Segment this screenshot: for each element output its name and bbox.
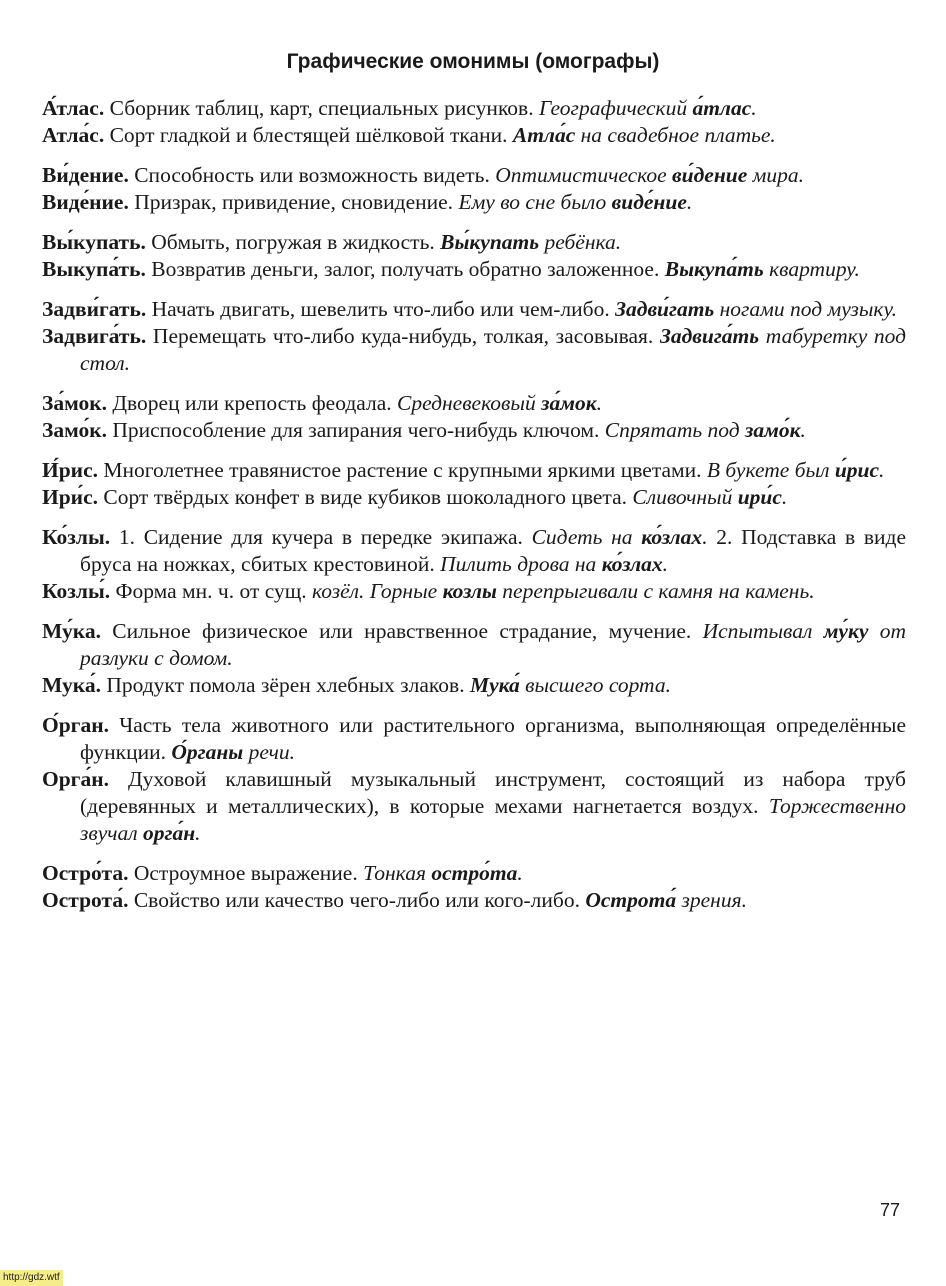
dictionary-entry [42,766,906,847]
example: Географический [538,96,693,120]
headword: Задви́гать. [42,297,147,321]
example: мира. [747,163,804,187]
headword: Выкупа́ть. [42,257,146,281]
example: Спрятать под [604,418,746,442]
example-keyword: виде́ние [611,190,687,214]
definition: Способность или возможность видеть. [128,163,496,187]
example: Пилить дрова на [440,552,602,576]
example: Сидеть на [531,525,642,549]
homograph-pair [42,618,906,699]
example: на свадебное платье. [575,123,776,147]
example: . [686,190,693,214]
definition: Форма мн. ч. от сущ. [110,579,313,603]
dictionary-entry [42,162,906,189]
example: перепрыгивали с камня на камень. [496,579,815,603]
dictionary-entry [42,189,906,216]
example: . [800,418,806,442]
example-keyword: Атла́с [512,123,576,147]
example-keyword: ко́злах [601,552,663,576]
example-keyword: остро́та [431,861,518,885]
definition: Сильное физическое или нравственное страдание, мучение. [100,619,703,643]
example: ребёнка. [539,230,622,254]
example-keyword: О́рганы [171,740,244,764]
definition: Сорт гладкой и блестящей шёлковой ткани. [104,123,513,147]
example-keyword: ви́дение [672,163,748,187]
definition: Дворец или крепость феодала. [106,391,398,415]
example-keyword: Задвига́ть [659,324,760,348]
example-keyword: Вы́купать [440,230,540,254]
example: ногами под музыку. [714,297,898,321]
dictionary-entry [42,672,906,699]
example: . [517,861,523,885]
homograph-pair [42,524,906,605]
homograph-pair [42,390,906,444]
example: от разлуки с домом. [80,619,907,670]
example: . [781,485,788,509]
example: высшего сорта. [519,673,671,697]
dictionary-entry [42,524,906,578]
definition: Многолетнее травянистое растение с крупными яркими цветами. [98,458,707,482]
example: Ему во сне было [458,190,612,214]
dictionary-entry [42,95,906,122]
headword: Острота́. [42,888,129,912]
example: . [195,821,201,845]
example-keyword: му́ку [823,619,869,643]
example: Торжественно звучал [80,794,906,845]
example: зрения. [676,888,747,912]
example-keyword: и́рис [834,458,880,482]
dictionary-entry [42,390,906,417]
example: Тонкая [363,861,432,885]
example: . [596,391,602,415]
homograph-pair [42,712,906,847]
definition: Призрак, привидение, сновидение. [128,190,459,214]
definition: 1. Сидение для кучера в передке экипажа. [110,525,532,549]
example-keyword: Выкупа́ть [664,257,764,281]
headword: Козлы́. [42,579,111,603]
definition: Духовой клавишный музыкальный инструмент, состоящий из набора труб (деревянных и металлических), в которые мехами нагнетается воздух. [80,767,906,818]
example-keyword: орга́н [143,821,196,845]
homograph-pair [42,95,906,149]
headword: А́тлас. [42,96,105,120]
dictionary-entry [42,457,906,484]
homograph-pair [42,457,906,511]
example: . [702,525,717,549]
example: Оптимистическое [495,163,673,187]
example: . [879,458,885,482]
headword: Виде́ние. [42,190,129,214]
headword: О́рган. [42,713,109,737]
dictionary-entry [42,887,906,914]
definition: 2. Подставка в виде бруса на ножках, сбитых крестовиной. [80,525,907,576]
dictionary-entry [42,417,906,444]
headword: За́мок. [42,391,107,415]
headword: Мука́. [42,673,101,697]
definition: Продукт помола зёрен хлебных злаков. [100,673,470,697]
page-number: 77 [880,1200,901,1220]
headword: Ви́дение. [42,163,129,187]
example-keyword: за́мок [541,391,597,415]
headword: Остро́та. [42,861,129,885]
dictionary-entries [42,95,906,927]
example: Средневековый [397,391,542,415]
dictionary-entry [42,578,906,605]
definition: Сборник таблиц, карт, специальных рисунков. [104,96,539,120]
example: козёл. Горные [312,579,443,603]
example: В букете был [706,458,835,482]
homograph-pair [42,296,906,377]
headword: И́рис. [42,458,98,482]
example: . [662,552,668,576]
example: квартиру. [763,257,860,281]
definition: Сорт твёрдых конфет в виде кубиков шоколадного цвета. [98,485,633,509]
dictionary-entry [42,484,906,511]
dictionary-entry [42,229,906,256]
dictionary-entry [42,296,906,323]
definition: Остроумное выражение. [128,861,364,885]
definition: Часть тела животного или растительного организма, выполняющая определённые функции. [80,713,906,764]
example-keyword: ко́злах [641,525,703,549]
example: речи. [243,740,295,764]
page-title: Графические омонимы (омографы) [286,50,660,73]
example-keyword: Мука́ [469,673,520,697]
example-keyword: замо́к [745,418,801,442]
headword: Орга́н. [42,767,109,791]
watermark-link[interactable]: http://gdz.wtf [0,1270,63,1286]
definition: Начать двигать, шевелить что-либо или чем-либо. [146,297,616,321]
example: . [751,96,757,120]
headword: Ири́с. [42,485,98,509]
example: табуретку под стол. [80,324,907,375]
headword: Замо́к. [42,418,107,442]
dictionary-entry [42,323,906,377]
dictionary-entry [42,618,906,672]
homograph-pair [42,162,906,216]
example-keyword: козлы [442,579,497,603]
homograph-pair [42,229,906,283]
headword: Му́ка. [42,619,101,643]
headword: Вы́купать. [42,230,146,254]
example-keyword: Задви́гать [615,297,715,321]
example-keyword: ири́с [737,485,782,509]
example: Испытывал [702,619,824,643]
homograph-pair [42,860,906,914]
example-keyword: а́тлас [692,96,752,120]
definition: Обмыть, погружая в жидкость. [145,230,441,254]
definition: Свойство или качество чего-либо или кого-либо. [128,888,586,912]
dictionary-entry [42,860,906,887]
definition: Перемещать что-либо куда-нибудь, толкая, засовывая. [146,324,660,348]
headword: Ко́злы. [42,525,111,549]
definition: Приспособление для запирания чего-нибудь ключом. [106,418,605,442]
dictionary-entry [42,122,906,149]
headword: Атла́с. [42,123,105,147]
example-keyword: Острота́ [585,888,677,912]
dictionary-entry [42,712,906,766]
dictionary-entry [42,256,906,283]
definition: Возвратив деньги, залог, получать обратно заложенное. [145,257,665,281]
headword: Задвига́ть. [42,324,147,348]
example: Сливочный [632,485,738,509]
